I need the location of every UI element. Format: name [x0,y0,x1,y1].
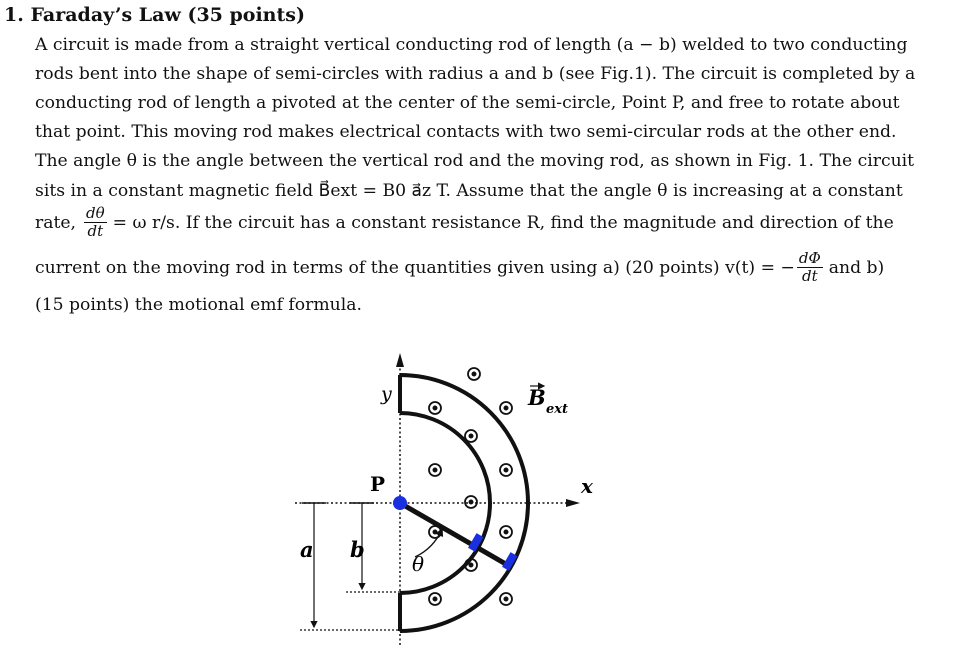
dtheta-dt-fraction [84,205,107,240]
field-dot-icon [500,593,512,605]
text-line-6: sits in a constant magnetic field B⃗ext = B0 a⃗z T. Assume that the angle θ is increasing at a constant [35,181,903,201]
text-line-4: that point. This moving rod makes electrical contacts with two semi-circular rods at the other end. [35,122,897,142]
field-dot-icon [465,430,477,442]
dphi-numerator: dΦ [798,249,821,267]
label-b: b [350,537,365,562]
field-dot-icon [500,464,512,476]
text-line-7 [35,205,894,240]
text-line-8 [35,250,884,285]
dtheta-denominator: dt [87,222,104,240]
label-B-subscript: ext [546,402,569,417]
problem-number: 1. [4,4,24,26]
field-symbols [429,368,512,605]
figure-1 [270,345,610,650]
dphi-dt-fraction [797,250,823,285]
problem-heading [4,4,305,26]
current-suffix: and b) [828,257,885,278]
text-line-9: (15 points) the motional emf formula. [35,295,362,315]
field-dot-icon [500,526,512,538]
field-dot-icon [429,402,441,414]
field-dot-icon [429,593,441,605]
text-line-1: A circuit is made from a straight vertical conducting rod of length (a − b) welded to two conducting [35,35,908,55]
pivot-point [393,496,407,510]
field-dot-icon [500,402,512,414]
text-line-2: rods bent into the shape of semi-circles with radius a and b (see Fig.1). The circuit is completed by a [35,64,916,84]
rate-rest: = ω r/s. If the circuit has a constant resistance R, find the magnitude and direction of the [112,212,894,233]
rate-prefix: rate, [35,212,77,233]
dtheta-numerator: dθ [86,204,105,222]
dphi-denominator: dt [801,267,818,285]
field-dot-icon [468,368,480,380]
label-a: a [300,537,314,562]
field-dot-icon [429,464,441,476]
label-x: x [581,474,593,498]
problem-title: Faraday’s Law (35 points) [30,4,305,26]
text-line-3: conducting rod of length a pivoted at the center of the semi-circle, Point P, and free to rotate about [35,93,900,113]
field-dot-icon [429,526,441,538]
x-axis-arrow-icon [566,499,580,507]
text-line-5: The angle θ is the angle between the vertical rod and the moving rod, as shown in Fig. 1. The circuit [35,151,915,171]
current-prefix: current on the moving rod in terms of the quantities given using a) (20 points) v(t) = − [35,257,795,278]
label-B: B [528,385,546,410]
label-theta: θ [412,552,425,576]
y-axis-arrow-icon [396,353,404,367]
label-y: y [381,383,392,405]
field-dot-icon [465,496,477,508]
label-P: P [370,472,386,496]
circuit-diagram [270,345,610,650]
